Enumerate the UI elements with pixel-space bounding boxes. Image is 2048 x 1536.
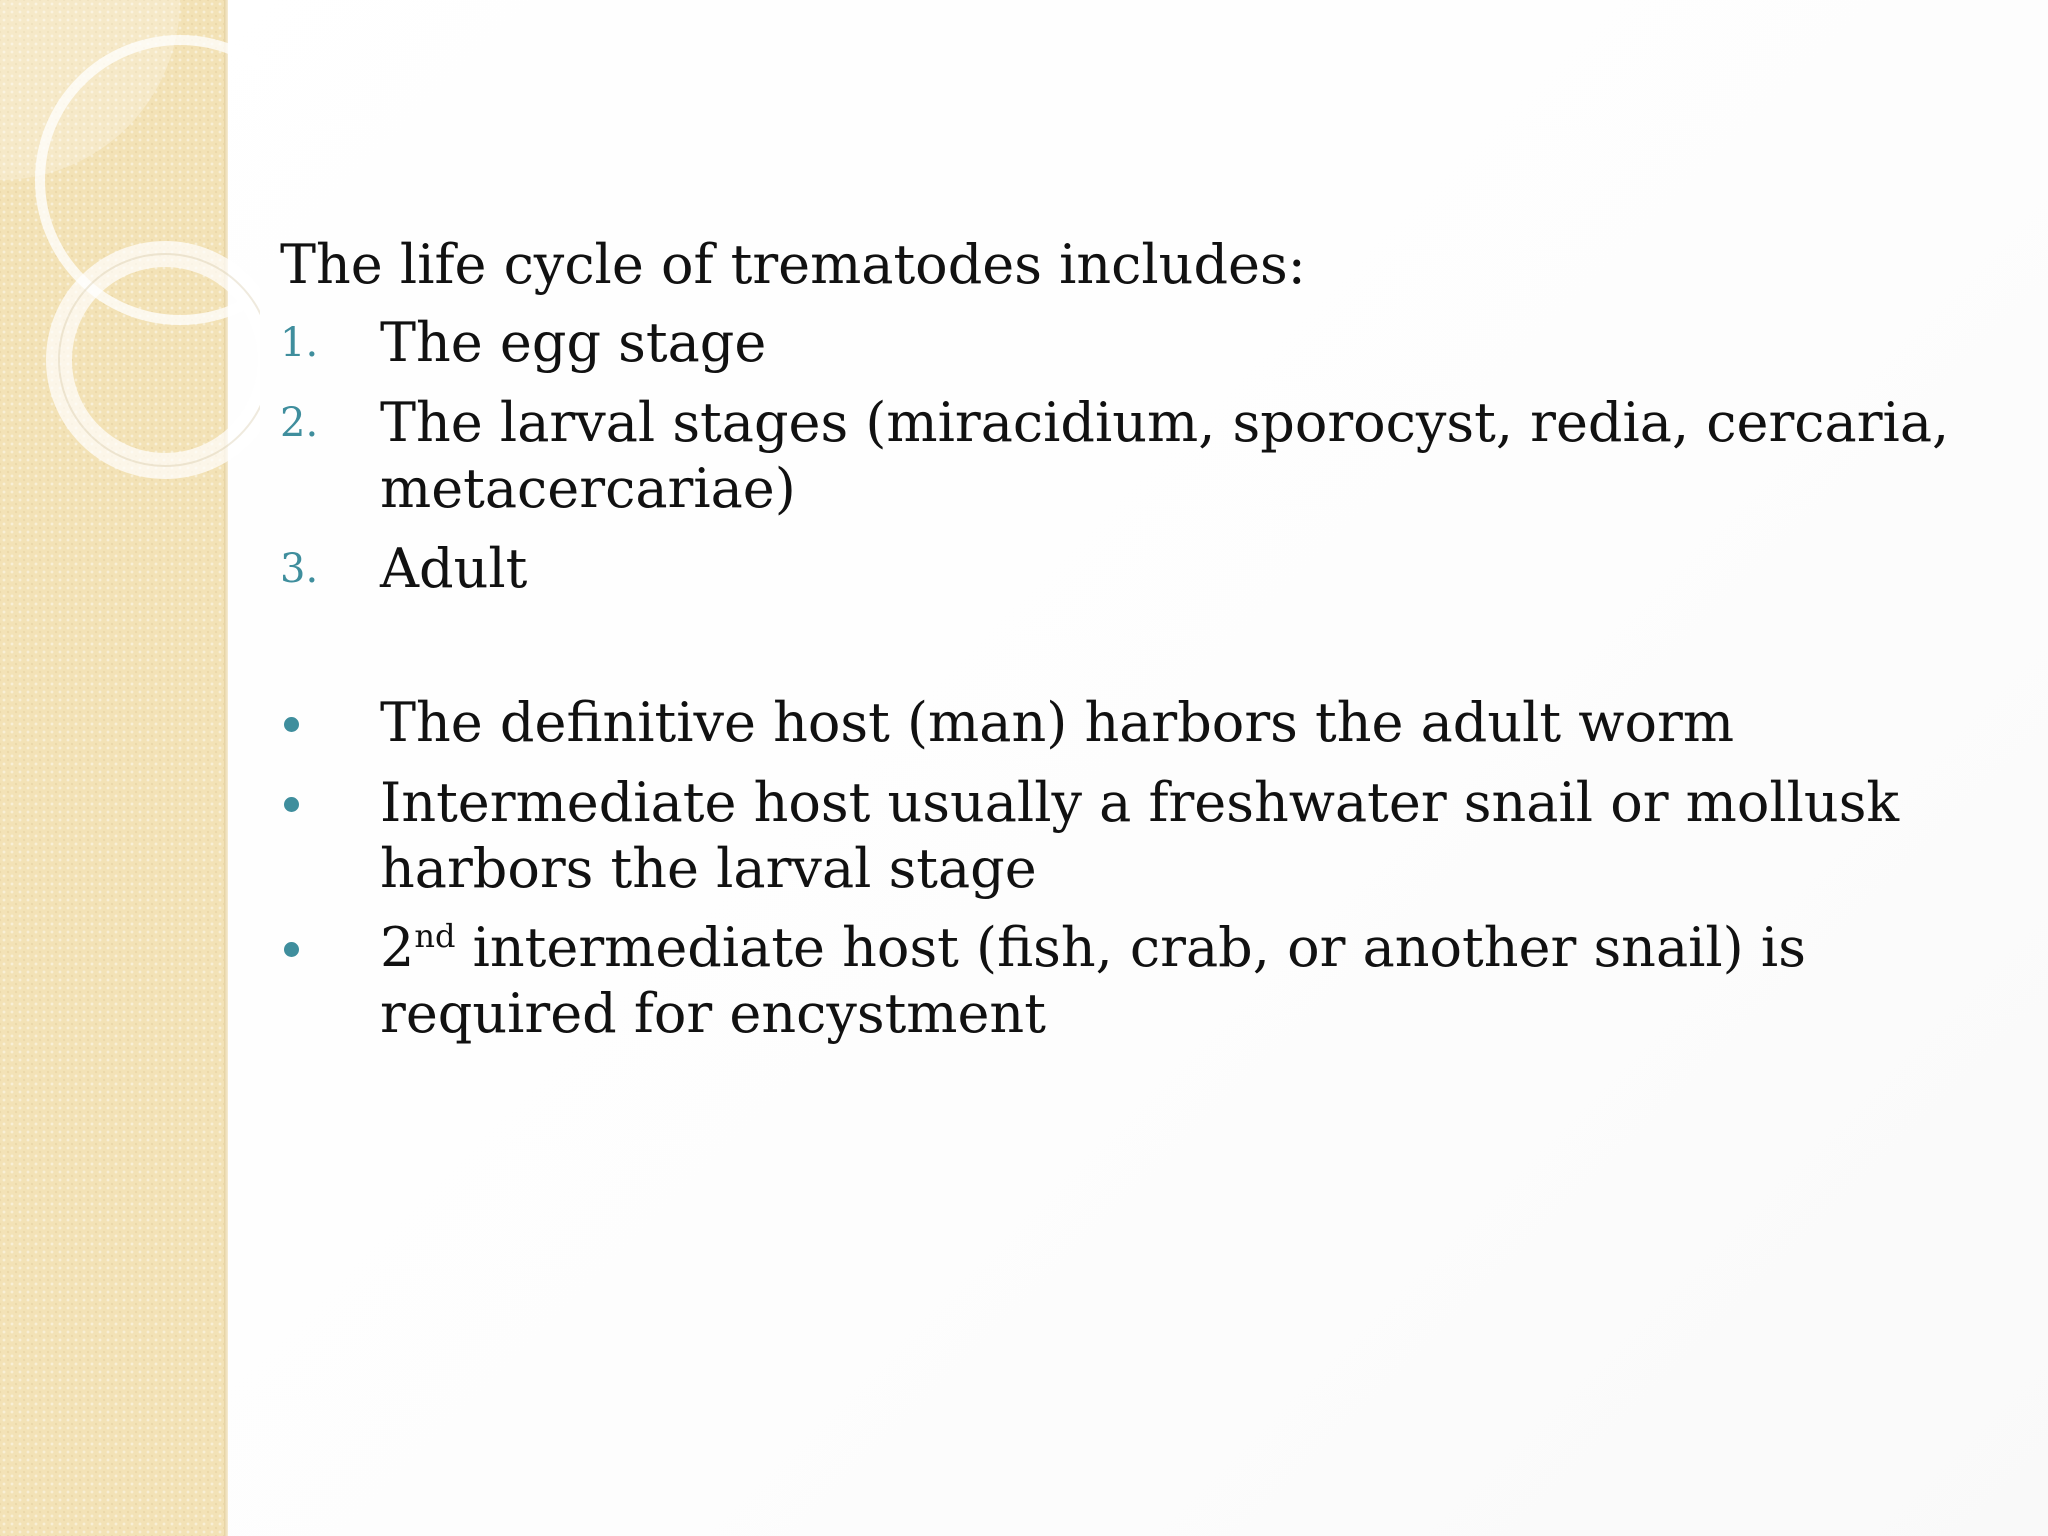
- list-item-text: Adult: [380, 536, 528, 600]
- decorative-corner-shade: [0, 0, 180, 180]
- list-item-text: The larval stages (miracidium, sporocyst, redia, cercaria, metacercariae): [380, 390, 1950, 520]
- numbered-item: [280, 310, 1960, 376]
- ordinal-number: 2: [380, 916, 415, 980]
- bullet-text: [380, 915, 1960, 1047]
- numbered-item: [280, 536, 1960, 602]
- list-number: 2.: [280, 399, 319, 446]
- bullet-dot-icon: [280, 690, 380, 756]
- bullet-item: [280, 690, 1960, 756]
- list-item-text: The egg stage: [380, 310, 767, 374]
- ordinal-suffix: nd: [414, 917, 456, 956]
- decorative-rings: [0, 0, 260, 520]
- section-gap: [280, 616, 1960, 690]
- bullet-item: [280, 770, 1960, 902]
- slide-body: [280, 232, 1960, 1061]
- intro-line: The life cycle of trematodes includes:: [280, 233, 1306, 296]
- list-number: 3.: [280, 545, 319, 592]
- bullet-text: The definitive host (man) harbors the adult worm: [380, 690, 1735, 754]
- bullet-text: Intermediate host usually a freshwater snail or mollusk harbors the larval stage: [380, 770, 1900, 900]
- numbered-item: [280, 390, 1960, 522]
- bullet-text-rest: intermediate host (fish, crab, or another snail) is required for encystment: [380, 916, 1806, 1046]
- bullet-dot-icon: [280, 915, 380, 981]
- bullet-dot-icon: [280, 770, 380, 836]
- bullet-item: [280, 915, 1960, 1047]
- list-number: 1.: [280, 319, 319, 366]
